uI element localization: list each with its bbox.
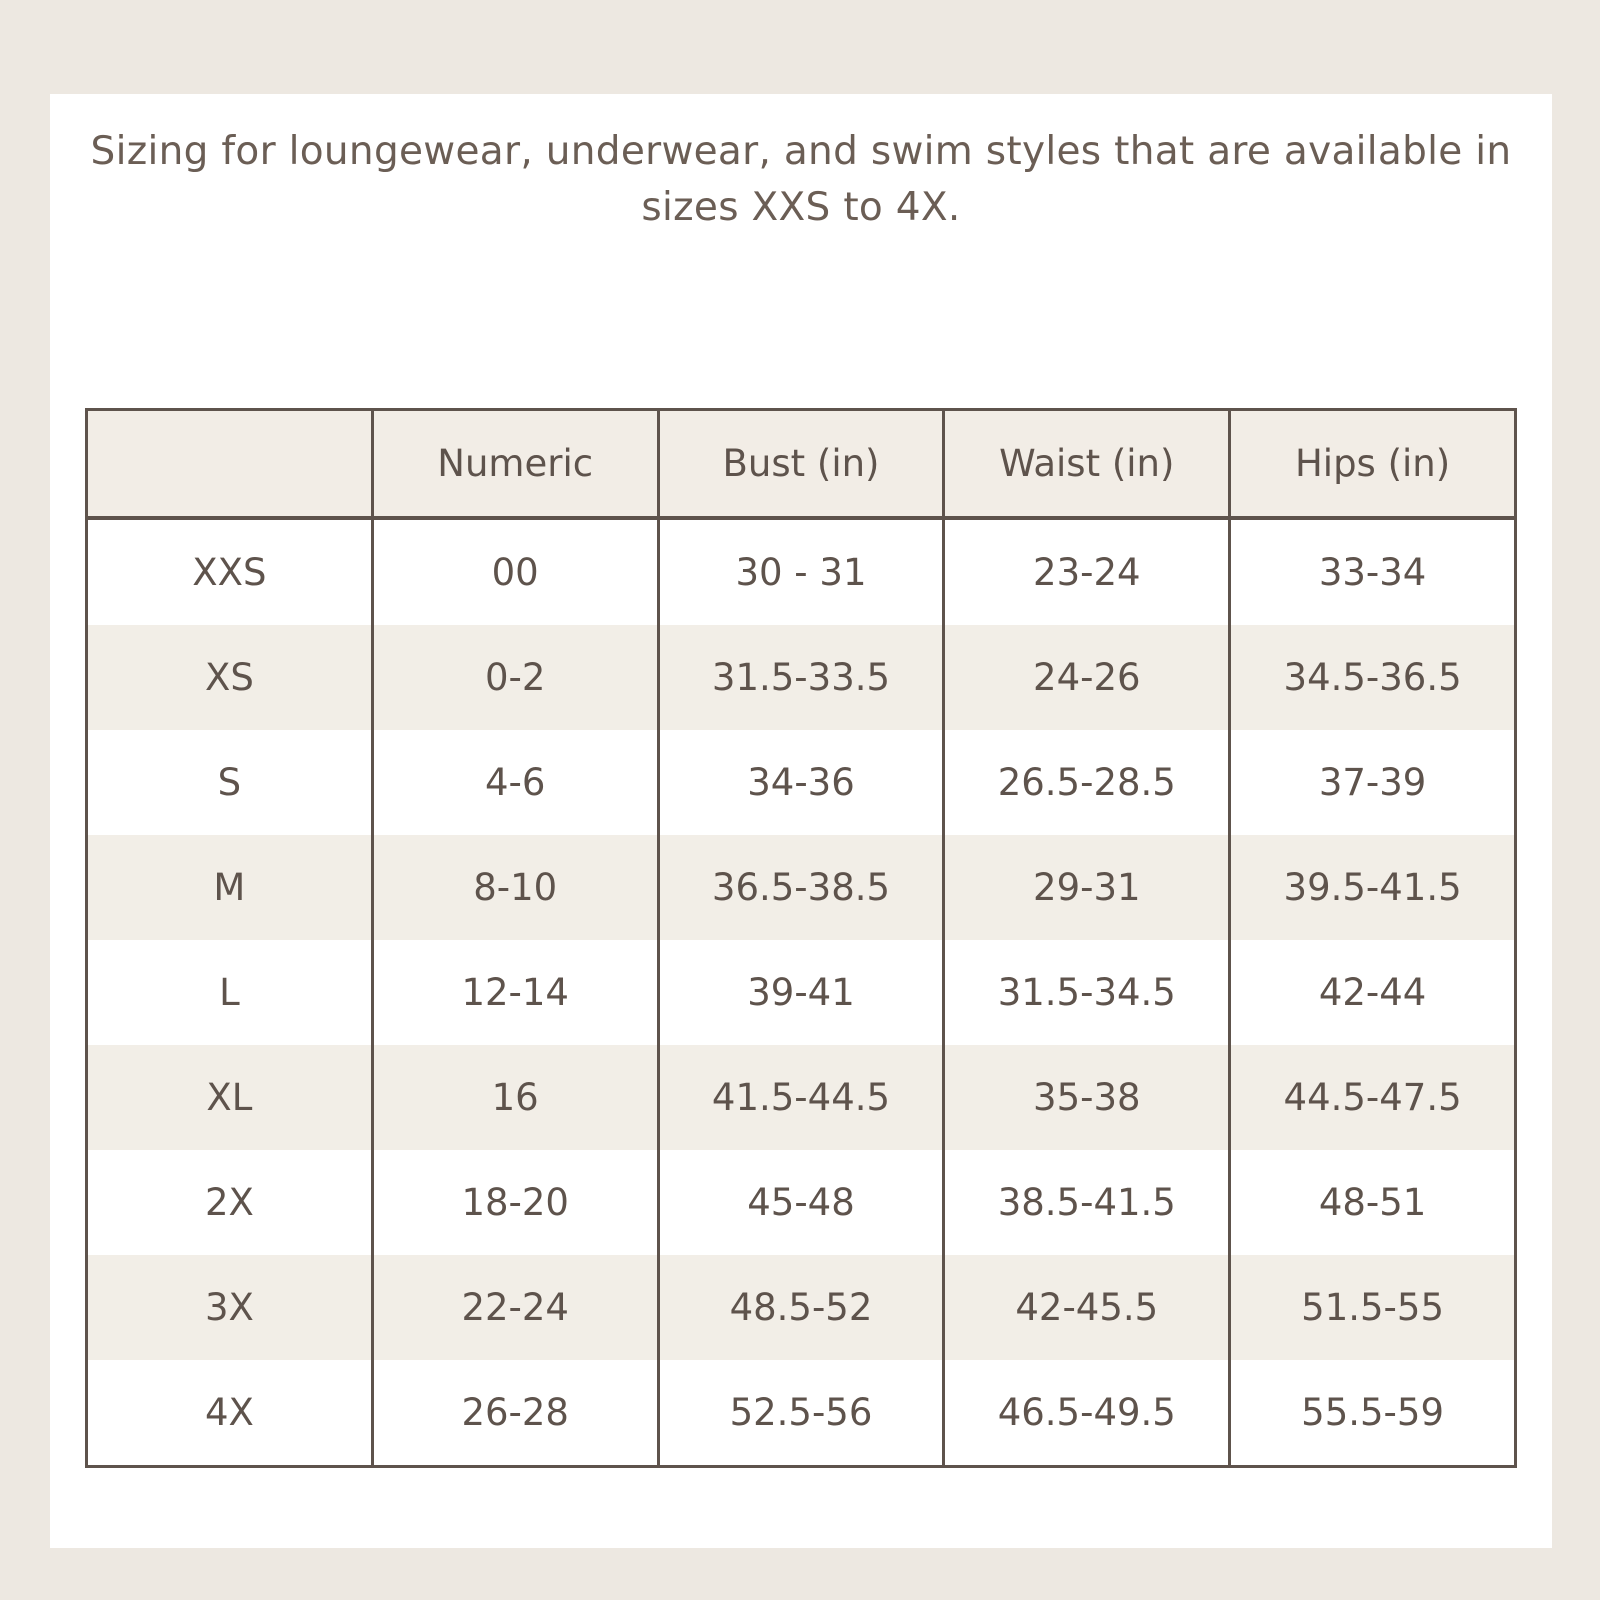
size-guide-card xyxy=(50,94,1552,1548)
table-row xyxy=(87,730,1516,835)
table-row xyxy=(87,625,1516,730)
size-cell: L xyxy=(87,940,373,1045)
header-cell-hips: Hips (in) xyxy=(1230,410,1516,519)
waist-cell: 26.5-28.5 xyxy=(944,730,1230,835)
waist-cell: 24-26 xyxy=(944,625,1230,730)
bust-cell: 31.5-33.5 xyxy=(658,625,944,730)
table-row xyxy=(87,940,1516,1045)
hips-cell: 55.5-59 xyxy=(1230,1360,1516,1467)
intro-text: Sizing for loungewear, underwear, and swim styles that are available in sizes XXS to 4X. xyxy=(90,129,1512,230)
waist-cell: 29-31 xyxy=(944,835,1230,940)
numeric-cell: 16 xyxy=(372,1045,658,1150)
hips-cell: 34.5-36.5 xyxy=(1230,625,1516,730)
size-cell: 4X xyxy=(87,1360,373,1467)
waist-cell: 31.5-34.5 xyxy=(944,940,1230,1045)
waist-cell: 38.5-41.5 xyxy=(944,1150,1230,1255)
bust-cell: 45-48 xyxy=(658,1150,944,1255)
hips-cell: 37-39 xyxy=(1230,730,1516,835)
header-cell-numeric: Numeric xyxy=(372,410,658,519)
table-row xyxy=(87,1255,1516,1360)
waist-cell: 46.5-49.5 xyxy=(944,1360,1230,1467)
bust-cell: 52.5-56 xyxy=(658,1360,944,1467)
size-cell: 3X xyxy=(87,1255,373,1360)
waist-cell: 23-24 xyxy=(944,518,1230,625)
bust-cell: 36.5-38.5 xyxy=(658,835,944,940)
header-cell-bust: Bust (in) xyxy=(658,410,944,519)
table-row xyxy=(87,1360,1516,1467)
size-cell: M xyxy=(87,835,373,940)
numeric-cell: 12-14 xyxy=(372,940,658,1045)
numeric-cell: 00 xyxy=(372,518,658,625)
size-cell: XXS xyxy=(87,518,373,625)
size-chart-table xyxy=(85,408,1517,1468)
numeric-cell: 18-20 xyxy=(372,1150,658,1255)
hips-cell: 42-44 xyxy=(1230,940,1516,1045)
hips-cell: 33-34 xyxy=(1230,518,1516,625)
bust-cell: 48.5-52 xyxy=(658,1255,944,1360)
hips-cell: 48-51 xyxy=(1230,1150,1516,1255)
size-cell: XL xyxy=(87,1045,373,1150)
size-cell: XS xyxy=(87,625,373,730)
header-cell-size xyxy=(87,410,373,519)
numeric-cell: 0-2 xyxy=(372,625,658,730)
size-cell: S xyxy=(87,730,373,835)
numeric-cell: 22-24 xyxy=(372,1255,658,1360)
hips-cell: 39.5-41.5 xyxy=(1230,835,1516,940)
header-cell-waist: Waist (in) xyxy=(944,410,1230,519)
hips-cell: 51.5-55 xyxy=(1230,1255,1516,1360)
bust-cell: 39-41 xyxy=(658,940,944,1045)
numeric-cell: 8-10 xyxy=(372,835,658,940)
size-cell: 2X xyxy=(87,1150,373,1255)
table-row xyxy=(87,518,1516,625)
table-row xyxy=(87,835,1516,940)
waist-cell: 35-38 xyxy=(944,1045,1230,1150)
numeric-cell: 4-6 xyxy=(372,730,658,835)
hips-cell: 44.5-47.5 xyxy=(1230,1045,1516,1150)
bust-cell: 30 - 31 xyxy=(658,518,944,625)
numeric-cell: 26-28 xyxy=(372,1360,658,1467)
table-row xyxy=(87,1045,1516,1150)
bust-cell: 41.5-44.5 xyxy=(658,1045,944,1150)
header-row xyxy=(87,410,1516,519)
bust-cell: 34-36 xyxy=(658,730,944,835)
waist-cell: 42-45.5 xyxy=(944,1255,1230,1360)
table-row xyxy=(87,1150,1516,1255)
